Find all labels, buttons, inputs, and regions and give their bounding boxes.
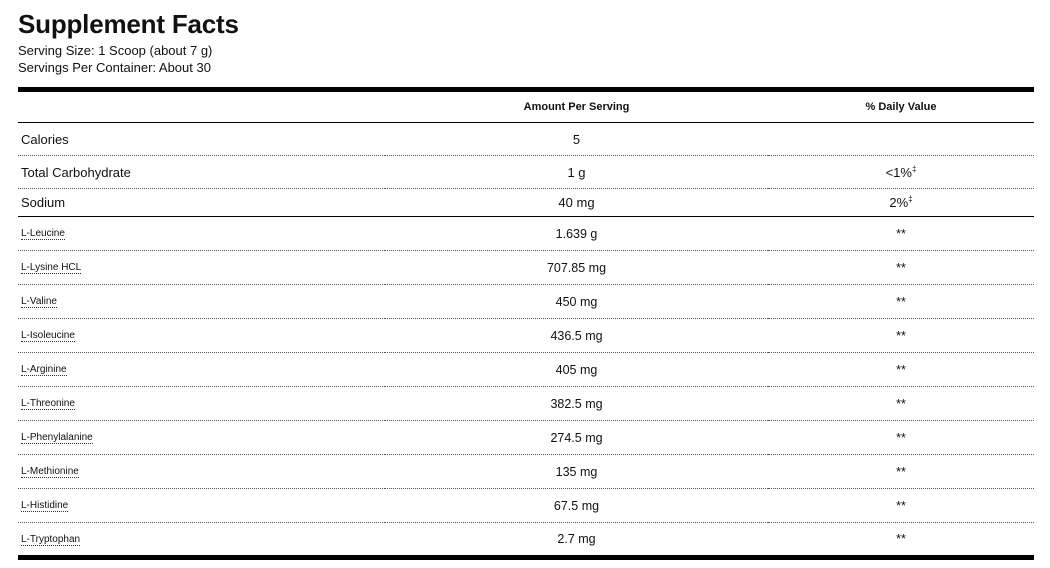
nutrient-column-header (18, 90, 385, 123)
ingredient-amount: 450 mg (385, 285, 768, 319)
amount-column-header: Amount Per Serving (385, 90, 768, 123)
serving-info (18, 42, 1034, 76)
ingredient-link[interactable]: L-Phenylalanine (18, 421, 385, 455)
ingredient-amount: 1.639 g (385, 217, 768, 251)
table-row (18, 421, 1034, 455)
ingredient-daily-value: ** (768, 421, 1034, 455)
ingredient-amount: 2.7 mg (557, 532, 596, 546)
serving-size: Serving Size: 1 Scoop (about 7 g) (18, 43, 213, 58)
ingredient-daily-value: ** (768, 285, 1034, 319)
table-row (18, 251, 1034, 285)
ingredient-amount: 382.5 mg (385, 387, 768, 421)
ingredient-daily-value: ** (768, 319, 1034, 353)
nutrient-daily-value: 2%‡ (768, 189, 1034, 217)
ingredient-link[interactable]: L-Isoleucine (18, 319, 385, 353)
ingredient-link[interactable]: L-Valine (18, 285, 385, 319)
ingredient-link[interactable]: L-Methionine (18, 455, 385, 489)
ingredient-daily-value: ** (768, 217, 1034, 251)
nutrient-name: Calories (18, 123, 385, 156)
table-row (18, 353, 1034, 387)
nutrient-name: Total Carbohydrate (18, 156, 385, 189)
ingredient-link[interactable]: L-Tryptophan (21, 533, 81, 545)
ingredient-daily-value: ** (768, 251, 1034, 285)
ingredient-amount: 135 mg (385, 455, 768, 489)
table-row (18, 156, 1034, 189)
ingredient-daily-value: ** (768, 489, 1034, 523)
ingredient-amount: 707.85 mg (385, 251, 768, 285)
table-row (18, 455, 1034, 489)
table-row (18, 217, 1034, 251)
table-row (18, 285, 1034, 319)
table-header-row (18, 90, 1034, 123)
nutrient-amount: 1 g (385, 156, 768, 189)
ingredient-link[interactable]: L-Arginine (18, 353, 385, 387)
ingredient-daily-value: ** (768, 455, 1034, 489)
nutrient-daily-value (768, 123, 1034, 156)
ingredient-link[interactable]: L-Leucine (18, 217, 385, 251)
servings-per-container: Servings Per Container: About 30 (18, 60, 211, 75)
table-row (18, 489, 1034, 523)
supplement-facts-header (18, 8, 1034, 76)
ingredient-link[interactable]: L-Histidine (18, 489, 385, 523)
supplement-facts-table (18, 87, 1034, 560)
table-row (18, 387, 1034, 421)
ingredient-daily-value: ** (768, 353, 1034, 387)
page-title: Supplement Facts (18, 9, 239, 39)
ingredient-daily-value: ** (768, 387, 1034, 421)
ingredient-link[interactable]: L-Threonine (18, 387, 385, 421)
ingredient-amount: 405 mg (385, 353, 768, 387)
ingredient-daily-value: ** (896, 532, 906, 546)
ingredient-amount: 67.5 mg (385, 489, 768, 523)
table-row (18, 123, 1034, 156)
ingredient-amount: 274.5 mg (385, 421, 768, 455)
table-row (18, 189, 1034, 217)
table-row (18, 523, 1034, 558)
ingredient-amount: 436.5 mg (385, 319, 768, 353)
nutrient-amount: 40 mg (385, 189, 768, 217)
ingredient-link[interactable]: L-Lysine HCL (18, 251, 385, 285)
nutrient-name: Sodium (18, 189, 385, 217)
nutrient-daily-value: <1%‡ (768, 156, 1034, 189)
table-row (18, 319, 1034, 353)
daily-value-column-header: % Daily Value (768, 90, 1034, 123)
nutrient-amount: 5 (385, 123, 768, 156)
